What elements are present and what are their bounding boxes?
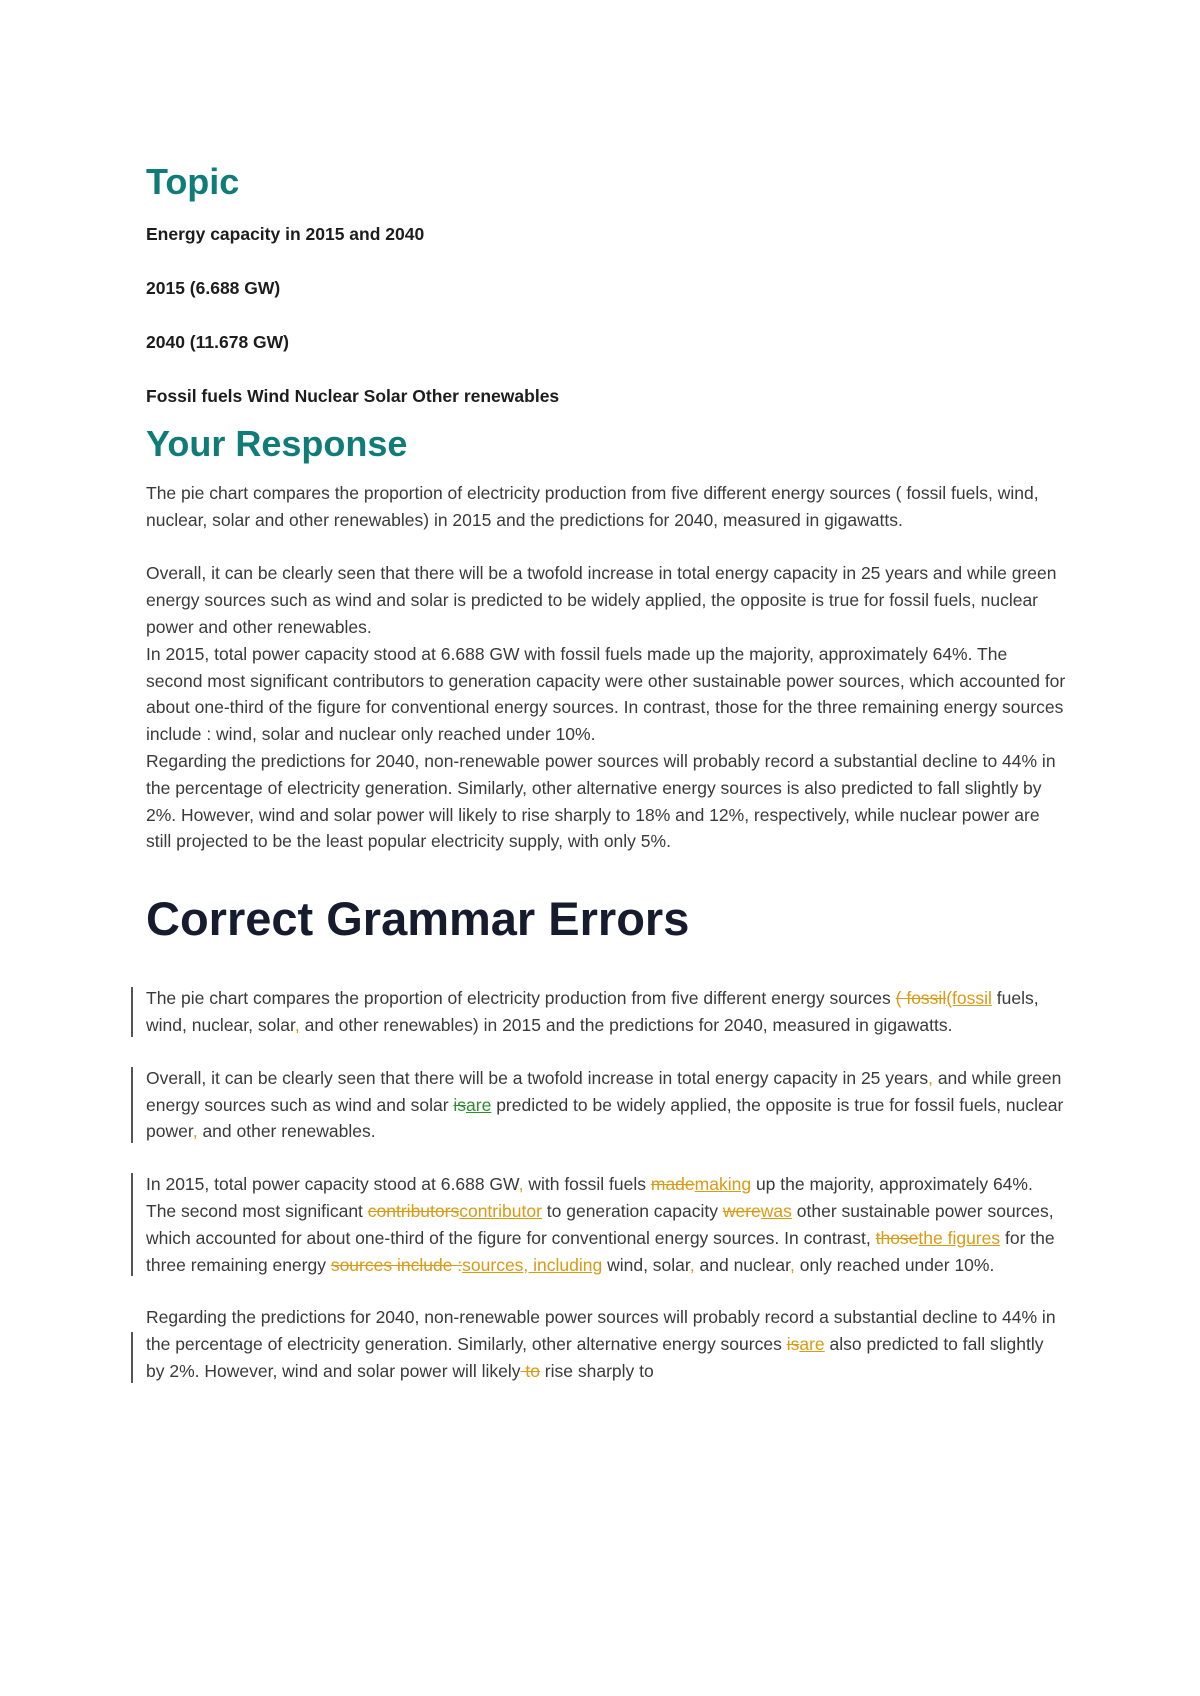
text-segment: for the three remaining energy [146, 1227, 1055, 1275]
text-segment: up the majority, approximately 64%. The second most significant [146, 1174, 1033, 1221]
inserted-text[interactable]: are [466, 1094, 492, 1115]
inserted-text[interactable]: , [689, 1254, 695, 1275]
text-segment: and nuclear [694, 1254, 791, 1275]
text-segment: Overall, it can be clearly seen that there will be a twofold increase in total energy capacity in 25 years [146, 1067, 929, 1088]
topic-line-sources: Fossil fuels Wind Nuclear Solar Other renewables [146, 386, 560, 406]
deleted-text[interactable]: were [722, 1200, 761, 1221]
text-segment: Regarding the predictions for 2040, non-renewable power sources will probably record a substantial decline to 44% in the percentage of electricity generation. Similarly, other alternative energy sources [146, 1307, 1056, 1355]
corrected-paragraph [146, 1304, 1066, 1384]
text-segment: and while green energy sources such as wind and solar [146, 1067, 1062, 1115]
response-paragraph: The pie chart compares the proportion of electricity production from five different energy sources ( fossil fuels, wind, nuclear, solar and other renewables) in 2015 and the predictions for 2040, measured in gigawatts. [146, 483, 1039, 530]
inserted-text[interactable]: , [192, 1121, 198, 1142]
corrected-paragraph [146, 1171, 1066, 1278]
text-segment: also predicted to fall slightly by 2%. However, wind and solar power will likely [146, 1334, 1044, 1381]
deleted-text[interactable]: to [520, 1360, 540, 1381]
corrected-paragraph [146, 1065, 1066, 1145]
text-segment: In 2015, total power capacity stood at 6.688 GW [146, 1174, 519, 1195]
text-segment: The pie chart compares the proportion of electricity production from five different energy sources [146, 988, 896, 1009]
deleted-text[interactable]: is [786, 1334, 800, 1355]
change-bar [131, 1067, 133, 1143]
deleted-text[interactable]: contributors [367, 1200, 460, 1221]
inserted-text[interactable]: making [694, 1174, 752, 1195]
grammar-heading: Correct Grammar Errors [146, 892, 690, 946]
response-paragraph: In 2015, total power capacity stood at 6.688 GW with fossil fuels made up the majority, approximately 64%. The second most significant contributors to generation capacity were other sustainable power sources, which accounted for about one-third of the figure for conventional energy sources. In contrast, those for the three remaining energy sources include : wind, solar and nuclear only reached under 10%. [146, 643, 1066, 745]
topic-line-2040: 2040 (11.678 GW) [146, 332, 289, 352]
deleted-text[interactable]: those [875, 1227, 919, 1248]
change-bar [131, 987, 133, 1037]
inserted-text[interactable]: , [928, 1067, 933, 1088]
deleted-text[interactable]: ( fossil [895, 988, 947, 1009]
inserted-text[interactable]: , [518, 1174, 524, 1195]
text-segment: wind, solar [602, 1254, 690, 1275]
text-segment: to generation capacity [541, 1200, 723, 1221]
inserted-text[interactable]: are [799, 1334, 825, 1355]
text-segment: with fossil fuels [523, 1174, 651, 1195]
inserted-text[interactable]: sources, including [462, 1254, 603, 1275]
text-segment: and other renewables) in 2015 and the predictions for 2040, measured in gigawatts. [299, 1014, 953, 1035]
topic-line-2015: 2015 (6.688 GW) [146, 278, 281, 298]
text-segment: other sustainable power sources, which accounted for about one-third of the figure for conventional energy sources. In contrast, [146, 1200, 1054, 1248]
inserted-text[interactable]: (fossil [946, 988, 992, 1009]
text-segment: rise sharply to [539, 1360, 654, 1381]
response-paragraph: Overall, it can be clearly seen that there will be a twofold increase in total energy capacity in 25 years and while green energy sources such as wind and solar is predicted to be widely applied, the opposite is true for fossil fuels, nuclear power and other renewables. [146, 563, 1057, 637]
inserted-text[interactable]: contributor [459, 1200, 542, 1221]
text-segment: and other renewables. [197, 1121, 376, 1142]
response-paragraph: Regarding the predictions for 2040, non-renewable power sources will probably record a substantial decline to 44% in the percentage of electricity generation. Similarly, other alternative energy sources is also predicted to fall slightly by 2%. However, wind and solar power will likely to rise sharply to 18% and 12%, respectively, while nuclear power are still projected to be the least popular electricity supply, with only 5%. [146, 750, 1056, 852]
text-segment: predicted to be widely applied, the opposite is true for fossil fuels, nuclear power [146, 1094, 1064, 1142]
text-segment: only reached under 10%. [794, 1254, 995, 1275]
topic-line-title: Energy capacity in 2015 and 2040 [146, 224, 425, 244]
paragraph-gap [146, 534, 1066, 561]
text-segment: fuels, wind, nuclear, solar [146, 988, 1039, 1035]
response-heading: Your Response [146, 423, 408, 464]
deleted-text[interactable]: sources include : [330, 1254, 463, 1275]
inserted-text[interactable]: , [294, 1014, 300, 1035]
inserted-text[interactable]: was [760, 1200, 792, 1221]
corrected-paragraph [146, 985, 1066, 1039]
inserted-text[interactable]: the figures [918, 1227, 1001, 1248]
topic-heading: Topic [146, 161, 240, 202]
deleted-text[interactable]: is [453, 1094, 467, 1115]
deleted-text[interactable]: made [650, 1174, 695, 1195]
change-bar [131, 1332, 133, 1382]
inserted-text[interactable]: , [790, 1254, 795, 1275]
document-content [146, 160, 1066, 1411]
change-bar [131, 1173, 133, 1276]
